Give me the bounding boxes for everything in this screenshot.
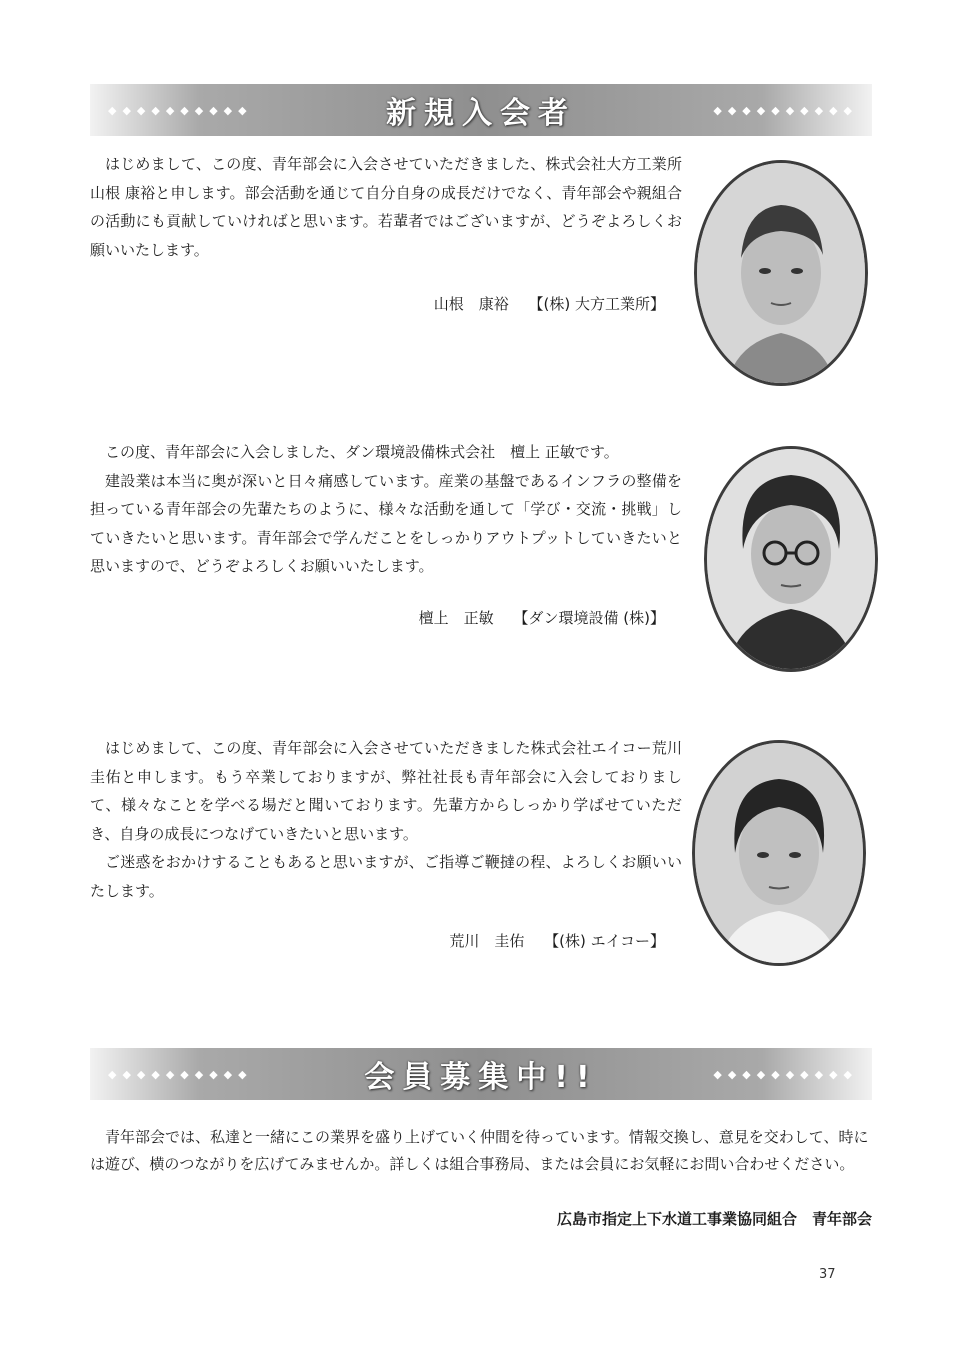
section-title: 会員募集中!! — [364, 1060, 598, 1095]
member-intro-paragraph: はじめまして、この度、青年部会に入会させていただきました、株式会社大方工業所 山根 康裕と申します。部会活動を通じて自分自身の成長だけでなく、青年部会や親組合の活動にも貢献していければと思います。若輩者ではございますが、どうぞよろしくお願いいたします。 — [90, 155, 682, 259]
section-title: 新規入会者 — [386, 96, 576, 131]
banner-ornament-right: ◆◆◆◆◆◆◆◆◆◆ — [713, 1067, 858, 1081]
member-photo-3 — [692, 740, 866, 966]
recruiting-body — [90, 1124, 872, 1178]
member-signature-3: 荒川 圭佑 【(株) エイコー】 — [449, 932, 665, 950]
member-intro-3 — [90, 734, 682, 905]
portrait-image — [695, 743, 863, 963]
section-banner-recruiting — [90, 1048, 872, 1100]
banner-ornament-left: ◆◆◆◆◆◆◆◆◆◆ — [108, 103, 253, 117]
member-intro-paragraph: この度、青年部会に入会しました、ダン環境設備株式会社 檀上 正敏です。 — [105, 443, 619, 461]
member-intro-paragraph: 建設業は本当に奥が深いと日々痛感しています。産業の基盤であるインフラの整備を担っている青年部会の先輩たちのように、様々な活動を通して「学び・交流・挑戦」していきたいと思います。青年部会で学んだことをしっかりアウトプットしていきたいと思いますので、どうぞよろしくお願いいたします。 — [90, 471, 682, 575]
portrait-image — [697, 163, 865, 383]
member-intro-paragraph: はじめまして、この度、青年部会に入会させていただきました株式会社エイコー荒川 圭佑と申します。もう卒業しておりますが、弊社社長も青年部会に入会しておりまして、様々なことを学べる場だと聞いております。先輩方からしっかり学ばせていただき、自身の成長につなげていきたいと思います。 — [90, 739, 682, 843]
page-number: 37 — [819, 1267, 836, 1282]
member-photo-2 — [704, 446, 878, 672]
banner-ornament-left: ◆◆◆◆◆◆◆◆◆◆ — [108, 1067, 253, 1081]
member-intro-2 — [90, 438, 682, 581]
portrait-image — [707, 449, 875, 669]
member-intro-1 — [90, 150, 682, 264]
member-signature-2: 檀上 正敏 【ダン環境設備 (株)】 — [418, 609, 665, 627]
section-banner-new-members — [90, 84, 872, 136]
recruiting-paragraph: 青年部会では、私達と一緒にこの業界を盛り上げていく仲間を待っています。情報交換し、意見を交わして、時には遊び、横のつながりを広げてみませんか。詳しくは組合事務局、または会員にお気軽にお問い合わせください。 — [90, 1128, 869, 1173]
member-photo-1 — [694, 160, 868, 386]
member-signature-1: 山根 康裕 【(株) 大方工業所】 — [433, 295, 665, 313]
member-intro-paragraph: ご迷惑をおかけすることもあると思いますが、ご指導ご鞭撻の程、よろしくお願いいたします。 — [90, 853, 682, 900]
banner-ornament-right: ◆◆◆◆◆◆◆◆◆◆ — [713, 103, 858, 117]
organization-name: 広島市指定上下水道工事業協同組合 青年部会 — [556, 1210, 872, 1228]
